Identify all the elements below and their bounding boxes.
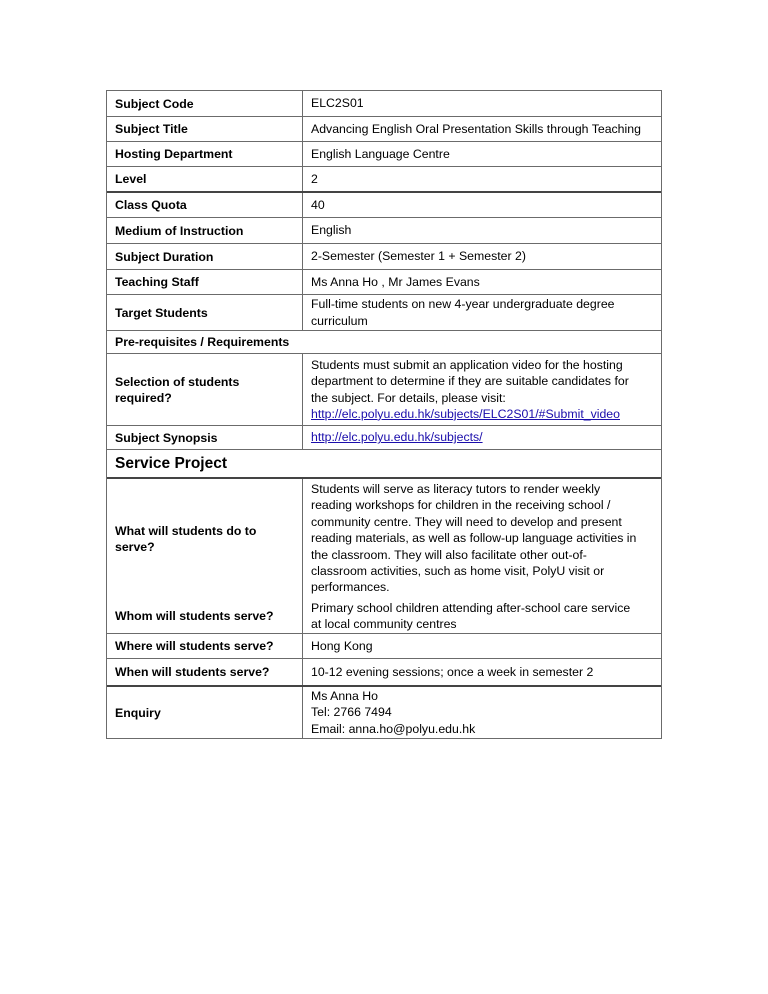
what-serve-line: Students will serve as literacy tutors to render weekly <box>311 482 601 496</box>
value-where-serve: Hong Kong <box>311 638 373 653</box>
value-teaching-staff: Ms Anna Ho , Mr James Evans <box>311 274 480 289</box>
enquiry-name: Ms Anna Ho <box>311 688 378 703</box>
row-where-serve <box>107 633 661 658</box>
whom-serve-line: at local community centres <box>311 617 457 631</box>
what-serve-line: community centre. They will need to develop and present <box>311 514 622 529</box>
value-subject-code: ELC2S01 <box>311 96 364 111</box>
label-hosting-department: Hosting Department <box>107 142 303 166</box>
value-when-serve: 10-12 evening sessions; once a week in semester 2 <box>311 664 594 679</box>
target-students-line: curriculum <box>311 313 368 328</box>
what-serve-line: performances. <box>311 580 390 595</box>
label-what-serve: What will students do to serve? <box>107 479 303 599</box>
label-target-students: Target Students <box>107 295 303 330</box>
label-class-quota: Class Quota <box>107 193 303 217</box>
label-selection-required: Selection of students required? <box>107 354 303 425</box>
row-level <box>107 166 661 191</box>
whom-serve-line: Primary school children attending after-school care service <box>311 600 631 615</box>
label-when-serve: When will students serve? <box>107 659 303 685</box>
label-teaching-staff: Teaching Staff <box>107 270 303 294</box>
row-teaching-staff <box>107 269 661 294</box>
row-what-serve <box>107 479 661 599</box>
row-whom-serve <box>107 599 661 633</box>
value-target-students <box>303 295 661 330</box>
value-hosting-department: English Language Centre <box>311 146 450 161</box>
value-selection-required <box>303 354 661 425</box>
row-enquiry <box>107 685 661 738</box>
value-subject-synopsis <box>303 426 661 449</box>
row-subject-code <box>107 91 661 116</box>
label-whom-serve: Whom will students serve? <box>107 599 303 633</box>
row-selection-required <box>107 353 661 425</box>
value-subject-title: Advancing English Oral Presentation Skills through Teaching <box>311 121 641 136</box>
what-serve-line: reading materials, as well as follow-up language activities in <box>311 531 637 546</box>
row-class-quota <box>107 191 661 217</box>
label-level: Level <box>107 167 303 191</box>
value-subject-duration: 2-Semester (Semester 1 + Semester 2) <box>311 249 526 264</box>
value-enquiry <box>303 687 661 738</box>
row-medium-of-instruction <box>107 217 661 243</box>
row-when-serve <box>107 658 661 685</box>
value-whom-serve <box>303 599 661 633</box>
selection-line: Students must submit an application video for the hosting <box>311 357 623 372</box>
submit-video-link[interactable]: http://elc.polyu.edu.hk/subjects/ELC2S01/#Submit_video <box>311 406 620 421</box>
label-enquiry: Enquiry <box>107 687 303 738</box>
row-subject-duration <box>107 243 661 269</box>
what-serve-line: the classroom. They will also facilitate other out-of- <box>311 547 587 562</box>
value-level: 2 <box>311 171 318 186</box>
prerequisites-heading: Pre-requisites / Requirements <box>107 330 661 353</box>
selection-line: the subject. For details, please visit: <box>311 390 506 405</box>
what-serve-line: reading workshops for children in the receiving school / <box>311 498 611 513</box>
label-where-serve: Where will students serve? <box>107 634 303 658</box>
row-subject-synopsis <box>107 425 661 449</box>
selection-line: department to determine if they are suitable candidates for <box>311 374 629 389</box>
row-target-students <box>107 294 661 330</box>
value-what-serve <box>303 479 661 599</box>
value-medium-of-instruction: English <box>311 223 352 238</box>
label-subject-code: Subject Code <box>107 91 303 116</box>
what-serve-line: classroom activities, such as home visit, PolyU visit or <box>311 564 605 579</box>
subject-info-table <box>106 90 662 739</box>
subject-synopsis-link[interactable]: http://elc.polyu.edu.hk/subjects/ <box>311 430 483 445</box>
target-students-line: Full-time students on new 4-year undergraduate degree <box>311 297 615 312</box>
label-subject-duration: Subject Duration <box>107 244 303 269</box>
label-subject-synopsis: Subject Synopsis <box>107 426 303 449</box>
label-subject-title: Subject Title <box>107 117 303 141</box>
enquiry-tel: Tel: 2766 7494 <box>311 705 392 720</box>
service-project-heading: Service Project <box>107 449 661 479</box>
row-subject-title <box>107 116 661 141</box>
row-hosting-department <box>107 141 661 166</box>
enquiry-email: Email: anna.ho@polyu.edu.hk <box>311 721 476 736</box>
label-medium-of-instruction: Medium of Instruction <box>107 218 303 243</box>
value-class-quota: 40 <box>311 197 325 212</box>
